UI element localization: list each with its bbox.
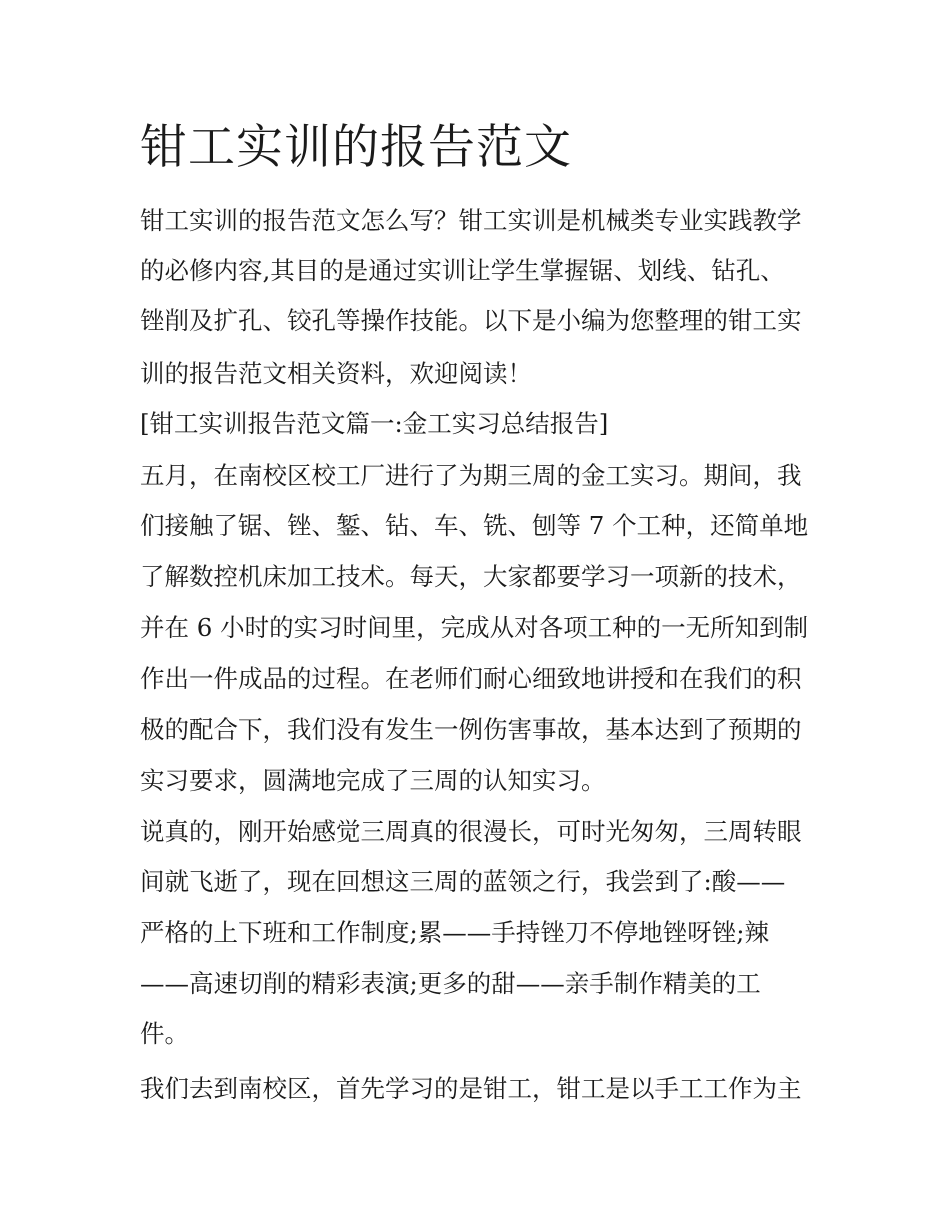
paragraph-line: 说真的，刚开始感觉三周真的很漫长，可时光匆匆，三周转眼 [140,817,802,846]
paragraph-line: 训的报告范文相关资料，欢迎阅读！ [140,359,532,388]
paragraph-line: 钳工实训的报告范文怎么写？钳工实训是机械类专业实践教学 [140,206,802,235]
paragraph-line: 实习要求，圆满地完成了三周的认知实习。 [140,766,606,795]
paragraph-line: 间就飞逝了，现在回想这三周的蓝领之行，我尝到了:酸—— [140,867,786,896]
paragraph-line: 锉削及扩孔、铰孔等操作技能。以下是小编为您整理的钳工实 [140,306,802,335]
paragraph-line: 的必修内容,其目的是通过实训让学生掌握锯、划线、钻孔、 [140,256,785,285]
section-heading: [钳工实训报告范文篇一:金工实习总结报告] [140,409,609,438]
paragraph-line: ——高速切削的精彩表演;更多的甜——亲手制作精美的工 [140,969,761,998]
paragraph-line: 五月，在南校区校工厂进行了为期三周的金工实习。期间，我 [140,461,802,490]
paragraph-line: 我们去到南校区，首先学习的是钳工，钳工是以手工工作为主 [140,1074,802,1103]
paragraph-line: 严格的上下班和工作制度;累——手持锉刀不停地锉呀锉;辣 [140,918,770,947]
document-title: 钳工实训的报告范文 [140,120,572,175]
paragraph-line: 作出一件成品的过程。在老师们耐心细致地讲授和在我们的积 [140,664,802,693]
paragraph-line: 极的配合下，我们没有发生一例伤害事故，基本达到了预期的 [140,715,802,744]
paragraph-line: 们接触了锯、锉、錾、钻、车、铣、刨等 7 个工种，还简单地 [140,511,809,540]
paragraph-line: 件。 [140,1019,189,1048]
paragraph-line: 了解数控机床加工技术。每天，大家都要学习一项新的技术， [140,562,802,591]
paragraph-line: 并在 6 小时的实习时间里，完成从对各项工种的一无所知到制 [140,613,809,642]
